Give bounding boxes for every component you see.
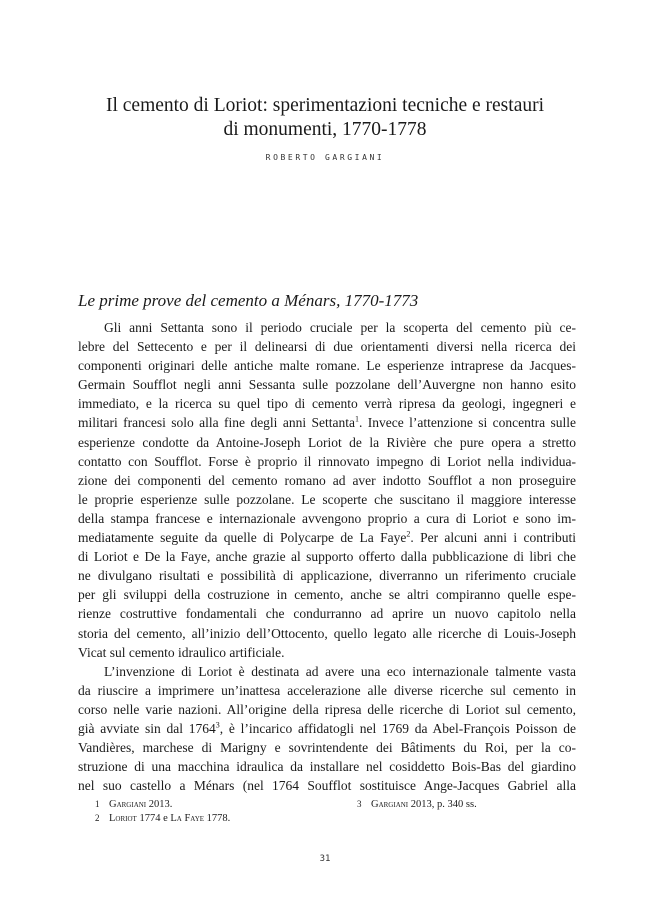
text-segment: militari francesi solo alla fine degli anni Settanta [78,415,355,431]
footnote-author: La Faye [170,813,205,824]
footnote-text: 1774 e [136,813,171,824]
footnote-author: Gargiani [109,799,147,810]
article-title [60,94,590,142]
footnote-text: 2013. [146,799,173,810]
text-line: nel suo castello a Ménars (nel 1764 Soufflot sostituisce Ange-Jacques Gabriel alla [78,778,576,794]
text-segment: . Invece l’attenzione si concentra sulle [358,415,576,431]
text-segment: . Per alcuni anni i contributi [410,530,576,546]
footnote-ref-3[interactable]: 3 [215,720,220,730]
title-line-1: Il cemento di Loriot: sperimentazioni tecniche e restauri [105,95,545,116]
text-line: lebre del Settecento e per il delinearsi di due orientamenti diversi nella ricerca dei [78,339,576,355]
text-line [78,413,576,432]
footnote-ref-2[interactable]: 2 [406,529,411,539]
text-line: da riuscire a imprimere un’inattesa accelerazione alle diverse ricerche sul cemento in [78,682,576,698]
text-line [78,528,576,547]
footnote-number: 2 [95,813,100,823]
footnote-2 [95,811,230,826]
page-number: 31 [319,854,331,864]
footnote-number: 3 [357,799,362,809]
text-line: Vandières, marchese di Marigny e sovrintendente dei Bâtiments du Roi, per la co- [78,740,576,756]
text-line: Gli anni Settanta sono il periodo cruciale per la scoperta del cemento più ce- [104,320,576,335]
text-line: per gli sviluppi della costruzione in cemento, anche se altri compiranno quelle espe- [78,587,576,603]
text-segment: già avviate sin dal 1764 [78,720,216,736]
author-name: ROBERTO GARGIANI [265,153,385,162]
section-heading: Le prime prove del cemento a Ménars, 1770-1773 [78,291,419,310]
text-line [78,719,576,738]
text-line: zione dei componenti del cemento romano ad aver indotto Soufflot a non proseguire [78,472,576,488]
body-text [78,318,576,795]
footnote-text: 1778. [204,813,231,824]
footnote-1 [95,797,172,812]
text-line: Germain Soufflot negli anni Sessanta sulle pozzolane dell’Auvergne non hanno esito [78,377,576,393]
text-line: le proprie esperienze sulle pozzolane. Le scoperte che suscitano il maggiore interesse [78,491,576,507]
text-line: L’invenzione di Loriot è destinata ad avere una eco internazionale talmente vasta [104,663,576,679]
text-line: contatto con Soufflot. Forse è proprio il rinnovato impegno di Loriot nella individua- [78,453,576,469]
footnote-text: 2013, p. 340 ss. [408,799,477,810]
title-line-2: di monumenti, 1770-1778 [223,119,427,140]
text-line: struzione di una macchina idraulica da installare nel cosiddetto Bois-Bas del giardino [78,759,576,775]
text-line: di Loriot e De la Faye, anche grazie al supporto offerto dalla pubblicazione di libri che [78,549,576,565]
text-line: componenti originari delle antiche malte romane. Le esperienze intraprese da Jacques- [78,358,576,374]
text-line: Vicat sul cemento idraulico artificiale. [78,644,285,660]
footnote-number: 1 [95,799,100,809]
footnote-author: Gargiani [371,799,409,810]
text-line: rienze costruttive fondamentali che condurranno ad aprire un nuovo capitolo nella [78,606,576,622]
footnote-ref-1[interactable]: 1 [354,414,359,424]
text-line: della stampa francese e internazionale avvengono proprio a cura di Loriot e sono im- [78,510,576,526]
text-line: ne divulgano risultati e possibilità di applicazione, diverranno un riferimento cruciale [78,568,576,584]
text-line: storia del cemento, all’inizio dell’Ottocento, quello legato alle ricerche di Louis-Joseph [78,625,576,641]
text-line: immediato, e la ricerca su quel tipo di cemento verrà ripresa da geologi, ingegneri e [78,396,576,412]
text-line: corso nelle varie nazioni. All’origine della ripresa delle ricerche di Loriot sul cemento, [78,701,576,717]
footnote-3 [357,797,477,812]
footnote-author: Loriot [109,813,137,824]
text-segment: , è l’incarico affidatogli nel 1769 da Abel-François Poisson de [219,720,576,736]
text-segment: mediatamente seguite da quelle di Polycarpe de La Faye [78,530,407,546]
text-line: esperienze condotte da Antoine-Joseph Loriot de la Rivière che pure opera a stretto [78,434,576,450]
